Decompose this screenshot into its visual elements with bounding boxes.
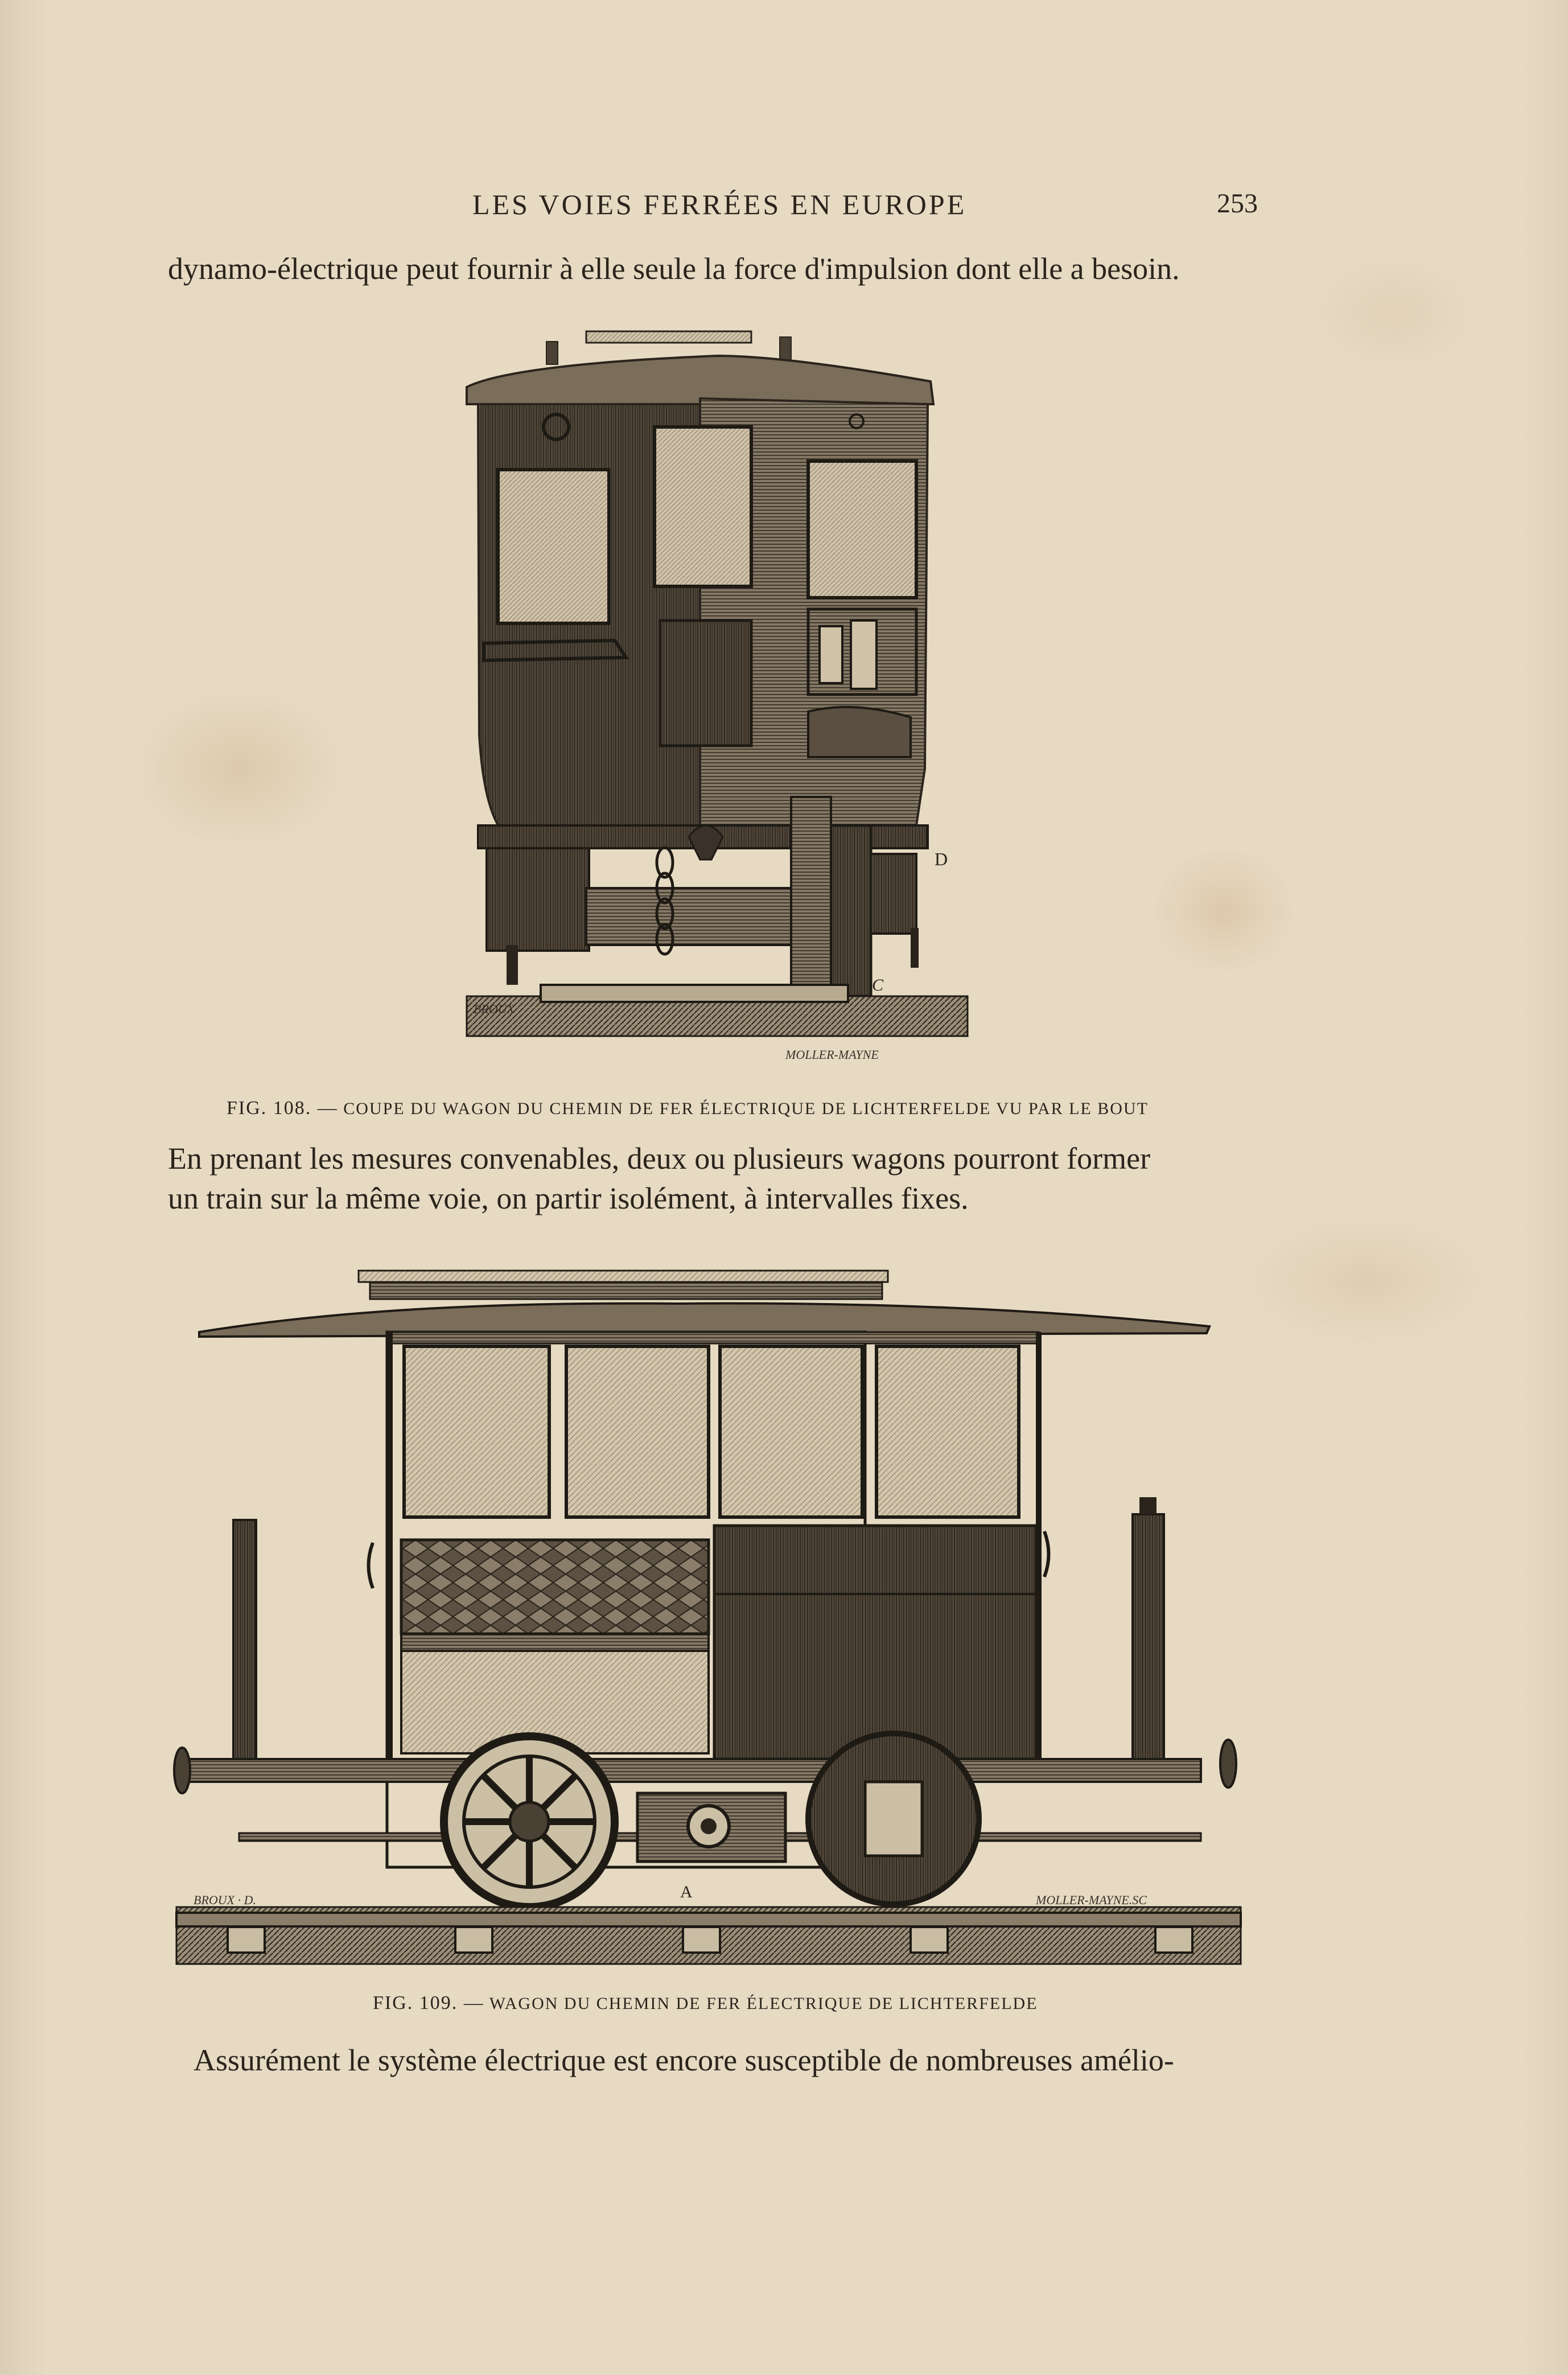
figure-109-caption (373, 1994, 1038, 2013)
engraver-signature-left: BROUX (474, 1002, 515, 1016)
running-head (0, 188, 1568, 228)
paragraph-line: dynamo-électrique peut fournir à elle seule la force d'impulsion dont elle a besoin. (168, 252, 1180, 286)
rail (541, 985, 848, 1002)
rail (176, 1913, 1241, 1926)
label-c: C (872, 976, 884, 995)
paragraph-line: un train sur la même voie, on partir isolément, à intervalles fixes. (168, 1181, 969, 1215)
figure-108-illustration (444, 324, 990, 1065)
label-d: D (935, 849, 948, 869)
engraver-signature-left: BROUX · D. (194, 1893, 256, 1907)
paragraph-line: En prenant les mesures convenables, deux ou plusieurs wagons pourront former (168, 1141, 1151, 1176)
label-a: A (680, 1883, 693, 1901)
figure-108-caption-text: COUPE DU WAGON DU CHEMIN DE FER ÉLECTRIQUE DE LICHTERFELDE VU PAR LE BOUT (343, 1099, 1149, 1118)
figure-109-caption-text: WAGON DU CHEMIN DE FER ÉLECTRIQUE DE LICHTERFELDE (489, 1994, 1038, 2013)
buffer-right (1220, 1740, 1236, 1788)
spoked-wheel (444, 1736, 615, 1907)
figure-108-caption (227, 1099, 1149, 1118)
figure-108-number: FIG. 108. — (227, 1098, 338, 1119)
paragraph-line: Assurément le système électrique est encore susceptible de nombreuses amélio- (194, 2043, 1174, 2077)
lamp-right (780, 337, 791, 360)
engraver-signature-right: MOLLER-MAYNE (785, 1047, 879, 1062)
buffer-left (174, 1748, 190, 1793)
disc-wheel (808, 1733, 979, 1904)
quilted-seat (401, 1540, 709, 1634)
page-number: 253 (1217, 188, 1258, 219)
engraver-signature-right: MOLLER-MAYNE.SC (1036, 1893, 1147, 1907)
figure-109-illustration (165, 1258, 1246, 1975)
running-head-title: LES VOIES FERRÉES EN EUROPE (472, 188, 967, 220)
figure-109-number: FIG. 109. — (373, 1992, 484, 2014)
lamp-left (546, 342, 558, 364)
